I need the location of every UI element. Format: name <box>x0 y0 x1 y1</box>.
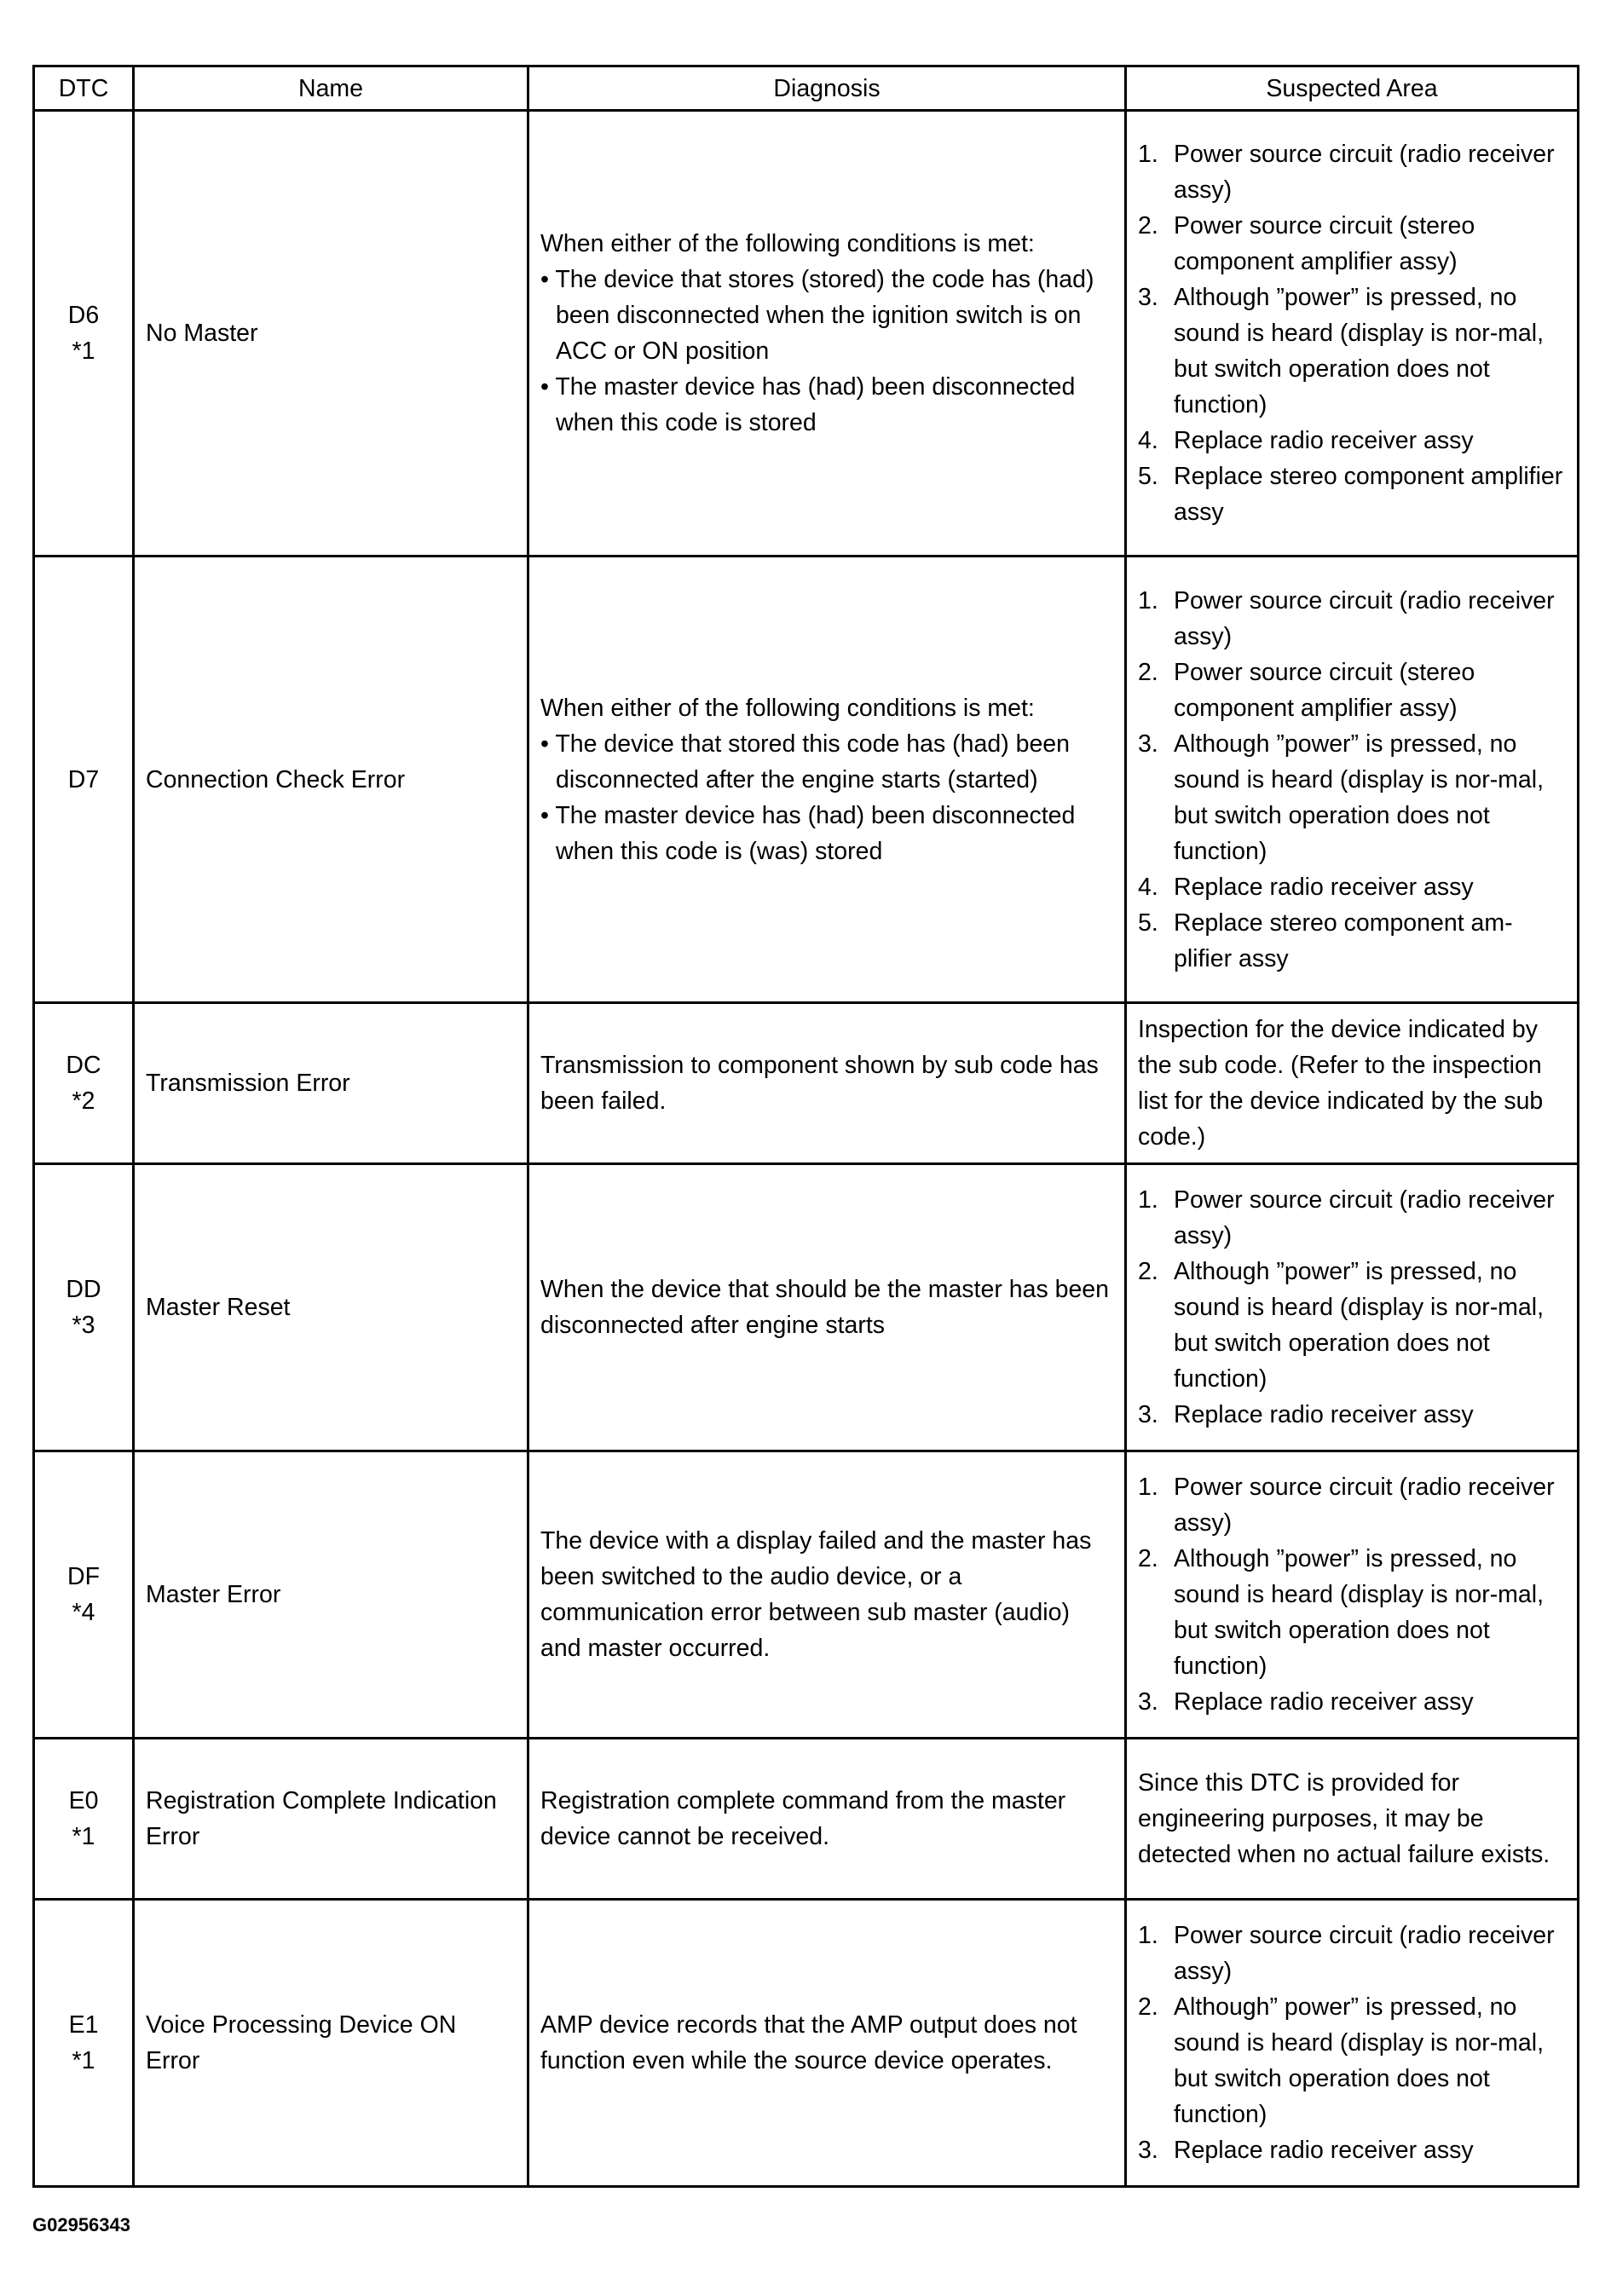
list-item <box>1138 423 1566 459</box>
dtc-cell <box>34 1003 134 1164</box>
list-item <box>1138 1182 1566 1254</box>
list-item <box>1138 136 1566 208</box>
list-item-number: 2. <box>1138 1545 1158 1572</box>
diagnosis-cell <box>528 1003 1126 1164</box>
list-item-number: 3. <box>1138 1688 1158 1716</box>
dtc-code: D7 <box>67 765 100 793</box>
dtc-name: Master Reset <box>134 1164 528 1451</box>
list-item-text: Although” power” is pressed, no sound is heard (display is nor-mal, but switch operation does not function) <box>1174 1993 1545 2128</box>
dtc-cell <box>34 1164 134 1451</box>
dtc-code: E1 <box>68 2011 99 2039</box>
list-item <box>1138 1918 1566 1989</box>
header-dtc: DTC <box>34 66 134 111</box>
table-row <box>34 1003 1579 1164</box>
list-item-text: Although ”power” is pressed, no sound is heard (display is nor-mal, but switch operation does not function) <box>1174 1545 1545 1680</box>
list-item-number: 3. <box>1138 2137 1158 2164</box>
diagnosis-cell <box>528 1739 1126 1900</box>
dtc-code: DC <box>66 1052 101 1079</box>
list-item <box>1138 869 1566 905</box>
list-item-number: 4. <box>1138 427 1158 454</box>
figure-id: G02956343 <box>32 2214 130 2235</box>
list-item-text: Power source circuit (radio receiver assy) <box>1174 1922 1555 1985</box>
list-item <box>1138 1469 1566 1541</box>
suspected-area-list <box>1138 583 1566 977</box>
list-item <box>1138 1684 1566 1720</box>
list-item <box>1138 2132 1566 2168</box>
list-item-text: Replace radio receiver assy <box>1174 427 1474 454</box>
table-row <box>34 557 1579 1003</box>
dtc-name: Voice Processing Device ON Error <box>134 1900 528 2187</box>
suspected-area-list <box>1138 1469 1566 1720</box>
list-item <box>1138 1989 1566 2132</box>
list-item-text: Replace stereo component am-plifier assy <box>1174 909 1513 972</box>
diagnosis-text: Registration complete command from the master device cannot be received. <box>540 1787 1066 1850</box>
dtc-note: *2 <box>72 1087 95 1115</box>
list-item-number: 3. <box>1138 284 1158 311</box>
diagnosis-bullet: • The master device has (had) been disconnected when this code is (was) stored <box>540 801 1076 865</box>
dtc-code: DF <box>67 1563 100 1590</box>
suspected-area-cell <box>1126 1003 1579 1164</box>
list-item-number: 1. <box>1138 1922 1158 1949</box>
dtc-code: DD <box>66 1276 101 1303</box>
dtc-note: *1 <box>72 1823 95 1850</box>
dtc-name: Connection Check Error <box>134 557 528 1003</box>
dtc-cell <box>34 1900 134 2187</box>
dtc-code: E0 <box>68 1787 99 1814</box>
dtc-code: D6 <box>67 302 100 329</box>
header-diagnosis: Diagnosis <box>528 66 1126 111</box>
suspected-area-cell <box>1126 1739 1579 1900</box>
list-item-text: Power source circuit (stereo component amplifier assy) <box>1174 658 1475 722</box>
diagnosis-text: When either of the following conditions is met: <box>540 230 1035 257</box>
table-row <box>34 1451 1579 1739</box>
dtc-cell <box>34 557 134 1003</box>
suspected-area-list <box>1138 1918 1566 2168</box>
diagnosis-bullet: • The master device has (had) been disconnected when this code is stored <box>540 373 1076 436</box>
diagnosis-cell <box>528 1451 1126 1739</box>
list-item-text: Although ”power” is pressed, no sound is heard (display is nor-mal, but switch operation does not function) <box>1174 730 1545 865</box>
list-item-text: Power source circuit (radio receiver assy) <box>1174 1474 1555 1537</box>
list-item-text: Power source circuit (radio receiver assy) <box>1174 586 1555 650</box>
header-suspected-area: Suspected Area <box>1126 66 1579 111</box>
table-row <box>34 1900 1579 2187</box>
diagnosis-cell <box>528 557 1126 1003</box>
dtc-note: *4 <box>72 1599 95 1626</box>
suspected-area-text: Since this DTC is provided for engineering purposes, it may be detected when no actual failure exists. <box>1138 1769 1550 1868</box>
dtc-note: *1 <box>72 2047 95 2074</box>
list-item-number: 2. <box>1138 1258 1158 1285</box>
diagnosis-cell <box>528 1164 1126 1451</box>
list-item-number: 1. <box>1138 1474 1158 1501</box>
table-body <box>34 111 1579 2187</box>
suspected-area-cell <box>1126 1451 1579 1739</box>
list-item <box>1138 905 1566 977</box>
list-item-number: 3. <box>1138 1401 1158 1428</box>
list-item-text: Although ”power” is pressed, no sound is heard (display is nor-mal, but switch operation does not function) <box>1174 284 1545 418</box>
list-item <box>1138 208 1566 280</box>
list-item-number: 2. <box>1138 212 1158 239</box>
list-item <box>1138 1254 1566 1397</box>
dtc-cell <box>34 1451 134 1739</box>
list-item <box>1138 655 1566 726</box>
dtc-cell <box>34 1739 134 1900</box>
dtc-note: *1 <box>72 337 95 365</box>
dtc-name: Master Error <box>134 1451 528 1739</box>
table-row <box>34 111 1579 557</box>
list-item-text: Power source circuit (stereo component amplifier assy) <box>1174 212 1475 275</box>
suspected-area-cell <box>1126 111 1579 557</box>
list-item-text: Replace radio receiver assy <box>1174 873 1474 901</box>
header-row <box>34 66 1579 111</box>
diagnosis-text: Transmission to component shown by sub code has been failed. <box>540 1052 1099 1115</box>
table-row <box>34 1739 1579 1900</box>
diagnosis-text: When the device that should be the master has been disconnected after engine starts <box>540 1276 1110 1339</box>
diagnosis-bullet: • The device that stores (stored) the code has (had) been disconnected when the ignition switch is on ACC or ON position <box>540 266 1094 365</box>
list-item-text: Replace stereo component amplifier assy <box>1174 463 1563 526</box>
suspected-area-cell <box>1126 1164 1579 1451</box>
diagnosis-cell <box>528 1900 1126 2187</box>
list-item-text: Replace radio receiver assy <box>1174 2137 1474 2164</box>
list-item <box>1138 280 1566 423</box>
list-item <box>1138 1397 1566 1433</box>
diagnosis-text: When either of the following conditions is met: <box>540 694 1035 722</box>
list-item-number: 5. <box>1138 909 1158 937</box>
header-name: Name <box>134 66 528 111</box>
diagnosis-cell <box>528 111 1126 557</box>
list-item-number: 3. <box>1138 730 1158 758</box>
list-item-text: Replace radio receiver assy <box>1174 1401 1474 1428</box>
list-item <box>1138 583 1566 655</box>
list-item-number: 4. <box>1138 873 1158 901</box>
diagnosis-bullet: • The device that stored this code has (had) been disconnected after the engine starts (started) <box>540 730 1071 793</box>
diagnosis-text: The device with a display failed and the master has been switched to the audio device, or a communication error between sub master (audio) and master occurred. <box>540 1527 1092 1662</box>
list-item-text: Power source circuit (radio receiver assy) <box>1174 141 1555 204</box>
suspected-area-list <box>1138 1182 1566 1433</box>
list-item <box>1138 726 1566 869</box>
list-item-number: 1. <box>1138 141 1158 168</box>
dtc-name: Registration Complete Indication Error <box>134 1739 528 1900</box>
suspected-area-list <box>1138 136 1566 530</box>
list-item-text: Power source circuit (radio receiver assy) <box>1174 1186 1555 1249</box>
dtc-note: *3 <box>72 1312 95 1339</box>
list-item <box>1138 459 1566 530</box>
table-row <box>34 1164 1579 1451</box>
list-item-number: 1. <box>1138 586 1158 614</box>
dtc-table <box>32 65 1579 2188</box>
list-item-number: 2. <box>1138 1993 1158 2021</box>
list-item-number: 5. <box>1138 463 1158 490</box>
dtc-name: Transmission Error <box>134 1003 528 1164</box>
dtc-cell <box>34 111 134 557</box>
list-item-text: Replace radio receiver assy <box>1174 1688 1474 1716</box>
dtc-name: No Master <box>134 111 528 557</box>
suspected-area-cell <box>1126 557 1579 1003</box>
suspected-area-cell <box>1126 1900 1579 2187</box>
diagnosis-text: AMP device records that the AMP output does not function even while the source device operates. <box>540 2011 1077 2074</box>
list-item <box>1138 1541 1566 1684</box>
list-item-text: Although ”power” is pressed, no sound is heard (display is nor-mal, but switch operation does not function) <box>1174 1258 1545 1393</box>
suspected-area-text: Inspection for the device indicated by the sub code. (Refer to the inspection list for the device indicated by the sub code.) <box>1138 1016 1544 1151</box>
list-item-number: 2. <box>1138 658 1158 686</box>
list-item-number: 1. <box>1138 1186 1158 1214</box>
